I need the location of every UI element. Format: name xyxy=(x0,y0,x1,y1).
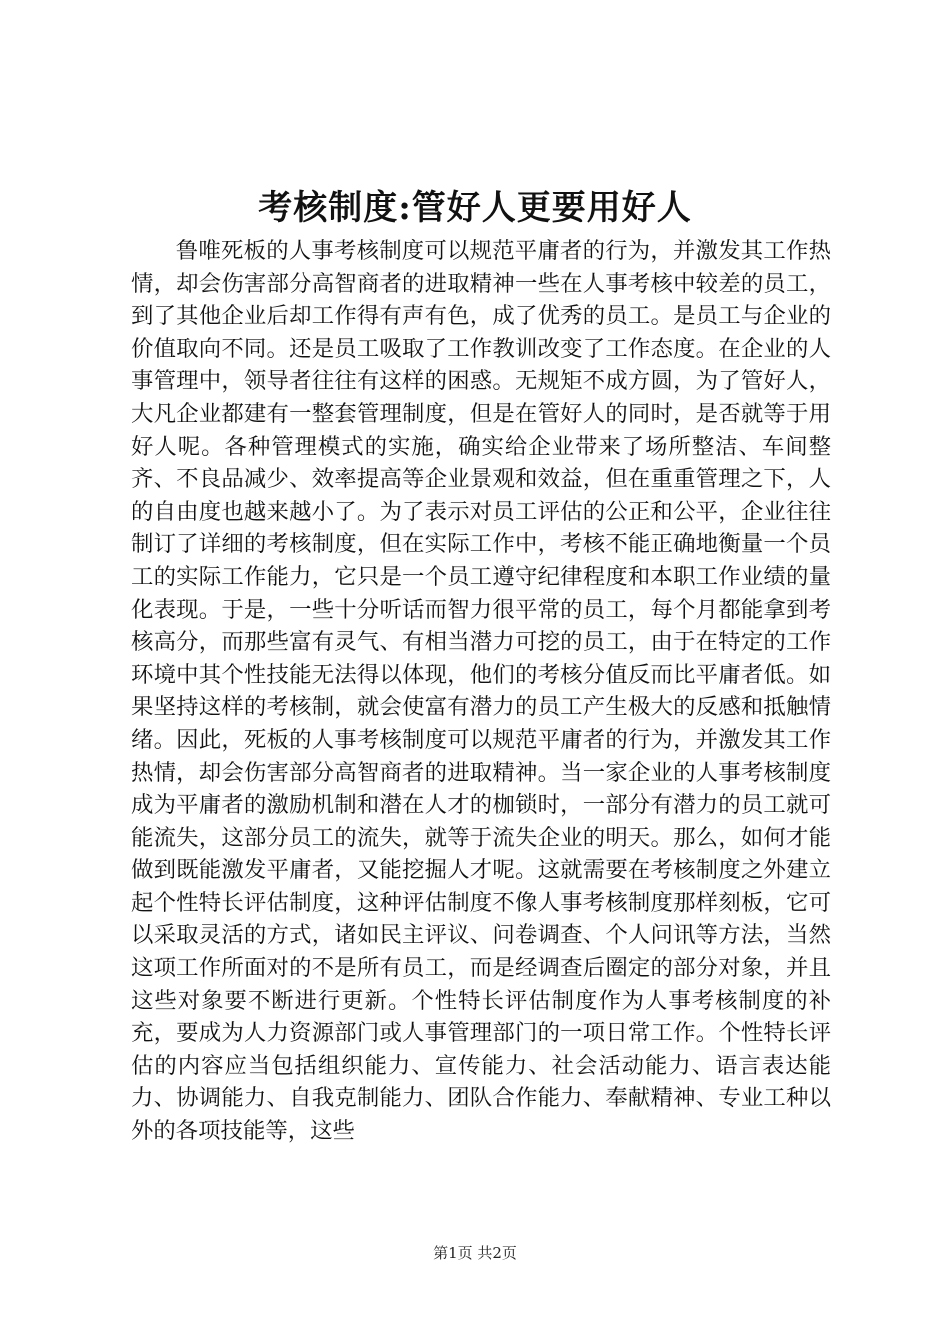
document-title: 考核制度:管好人更要用好人 xyxy=(258,188,692,228)
body-paragraph: 鲁唯死板的人事考核制度可以规范平庸者的行为，并激发其工作热情，却会伤害部分高智商者的进取精神一些在人事考核中较差的员工，到了其他企业后却工作得有声有色，成了优秀的员工。是员工与企业的价值取向不同。还是员工吸取了工作教训改变了工作态度。在企业的人事管理中，领导者往往有这样的困惑。无规矩不成方圆，为了管好人，大凡企业都建有一整套管理制度，但是在管好人的同时，是否就等于用好人呢。各种管理模式的实施，确实给企业带来了场所整洁、车间整齐、不良品减少、效率提高等企业景观和效益，但在重重管理之下，人的自由度也越来越小了。为了表示对员工评估的公正和公平，企业往往制订了详细的考核制度，但在实际工作中，考核不能正确地衡量一个员工的实际工作能力，它只是一个员工遵守纪律程度和本职工作业绩的量化表现。于是，一些十分听话而智力很平常的员工，每个月都能拿到考核高分，而那些富有灵气、有相当潜力可挖的员工，由于在特定的工作环境中其个性技能无法得以体现，他们的考核分值反而比平庸者低。如果坚持这样的考核制，就会使富有潜力的员工产生极大的反感和抵触情绪。因此，死板的人事考核制度可以规范平庸者的行为，并激发其工作热情，却会伤害部分高智商者的进取精神。当一家企业的人事考核制度成为平庸者的激励机制和潜在人才的枷锁时，一部分有潜力的员工就可能流失，这部分员工的流失，就等于流失企业的明天。那么，如何才能做到既能激发平庸者，又能挖掘人才呢。这就需要在考核制度之外建立起个性特长评估制度，这种评估制度不像人事考核制度那样刻板，它可以采取灵活的方式，诸如民主评议、问卷调查、个人问讯等方法，当然这项工作所面对的不是所有员工，而是经调查后圈定的部分对象，并且这些对象要不断进行更新。个性特长评估制度作为人事考核制度的补充，要成为人力资源部门或人事管理部门的一项日常工作。个性特长评估的内容应当包括组织能力、宣传能力、社会活动能力、语言表达能力、协调能力、自我克制能力、团队合作能力、奉献精神、专业工种以外的各项技能等，这些 xyxy=(131,238,831,1145)
page-number-footer: 第1页 共2页 xyxy=(433,1244,517,1262)
